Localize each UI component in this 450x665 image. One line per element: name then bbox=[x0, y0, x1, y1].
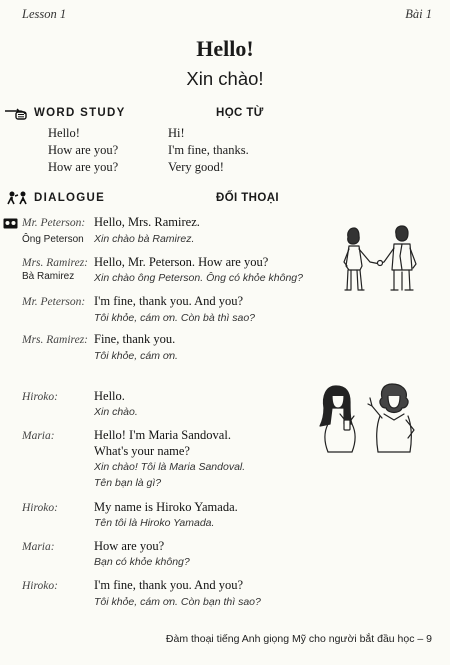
dialogue-english: Hello, Mrs. Ramirez. bbox=[94, 215, 200, 229]
speaker-name-vi: Ông Peterson bbox=[22, 234, 84, 245]
dialogue-vietnamese: Tôi khỏe, cám ơn. Còn bạn thì sao? bbox=[94, 596, 261, 608]
bai-label: Bài 1 bbox=[405, 7, 432, 21]
dialogue-vietnamese: Xin chào. bbox=[94, 406, 138, 418]
word-study-right-item: I'm fine, thanks. bbox=[168, 143, 249, 157]
dialogue-vietnamese: Xin chào bà Ramirez. bbox=[94, 233, 195, 245]
dialogue-english: Fine, thank you. bbox=[94, 332, 176, 346]
speaker-name: Maria: bbox=[22, 541, 55, 553]
dialogue-english: Hello. bbox=[94, 389, 125, 403]
speaker-name: Hiroko: bbox=[22, 580, 58, 592]
word-study-right-column bbox=[168, 125, 249, 176]
dialogue-vietnamese: Tên bạn là gì? bbox=[94, 477, 162, 489]
word-study-left-item: How are you? bbox=[48, 160, 119, 174]
dialogue-vietnamese: Tên tôi là Hiroko Yamada. bbox=[94, 517, 215, 529]
word-study-left-item: Hello! bbox=[48, 126, 80, 140]
cassette-icon bbox=[3, 218, 18, 229]
handshake-illustration bbox=[336, 222, 426, 298]
dialogue-vietnamese: Tôi khỏe, cám ơn. bbox=[94, 350, 178, 362]
speaker-name: Mr. Peterson: bbox=[22, 217, 86, 229]
dialogue-english: Hello! I'm Maria Sandoval. bbox=[94, 428, 231, 442]
dialogue-english: I'm fine, thank you. And you? bbox=[94, 294, 244, 308]
dialogue-english: My name is Hiroko Yamada. bbox=[94, 500, 238, 514]
page-footer: Đàm thoại tiếng Anh giọng Mỹ cho người bắt đầu học – 9 bbox=[165, 633, 432, 645]
word-study-heading-vi: HỌC TỪ bbox=[216, 107, 264, 119]
speaker-name: Hiroko: bbox=[22, 391, 58, 403]
pointing-hand-icon bbox=[4, 108, 30, 120]
speaker-name: Mrs. Ramirez: bbox=[22, 257, 89, 269]
dialogue-english: I'm fine, thank you. And you? bbox=[94, 578, 244, 592]
dialogue-heading-vi: ĐỐI THOẠI bbox=[216, 192, 280, 204]
dialogue-english: How are you? bbox=[94, 539, 165, 553]
page-subtitle: Xin chào! bbox=[186, 68, 264, 89]
word-study-right-item: Hi! bbox=[168, 126, 185, 140]
dialogue-vietnamese: Xin chào! Tôi là Maria Sandoval. bbox=[94, 461, 246, 473]
speaker-name: Mrs. Ramirez: bbox=[22, 334, 89, 346]
dialogue-vietnamese: Tôi khỏe, cám ơn. Còn bà thì sao? bbox=[94, 312, 256, 324]
word-study-heading: WORD STUDY bbox=[34, 107, 126, 119]
lesson-label: Lesson 1 bbox=[22, 7, 67, 21]
dialogue-heading: DIALOGUE bbox=[34, 192, 106, 204]
dialogue-english: What's your name? bbox=[94, 444, 190, 458]
page-title: Hello! bbox=[196, 36, 254, 61]
speaker-name: Hiroko: bbox=[22, 502, 58, 514]
women-greeting-illustration bbox=[314, 380, 424, 460]
talking-people-icon bbox=[7, 191, 29, 205]
word-study-left-item: How are you? bbox=[48, 143, 119, 157]
speaker-name: Mr. Peterson: bbox=[22, 296, 86, 308]
dialogue-english: Hello, Mr. Peterson. How are you? bbox=[94, 255, 269, 269]
dialogue-vietnamese: Bạn có khỏe không? bbox=[94, 556, 190, 568]
speaker-name-vi: Bà Ramirez bbox=[22, 271, 75, 282]
word-study-right-item: Very good! bbox=[168, 160, 224, 174]
word-study-left-column bbox=[48, 125, 118, 176]
speaker-name: Maria: bbox=[22, 430, 55, 442]
dialogue-vietnamese: Xin chào ông Peterson. Ông có khỏe không? bbox=[94, 272, 303, 284]
